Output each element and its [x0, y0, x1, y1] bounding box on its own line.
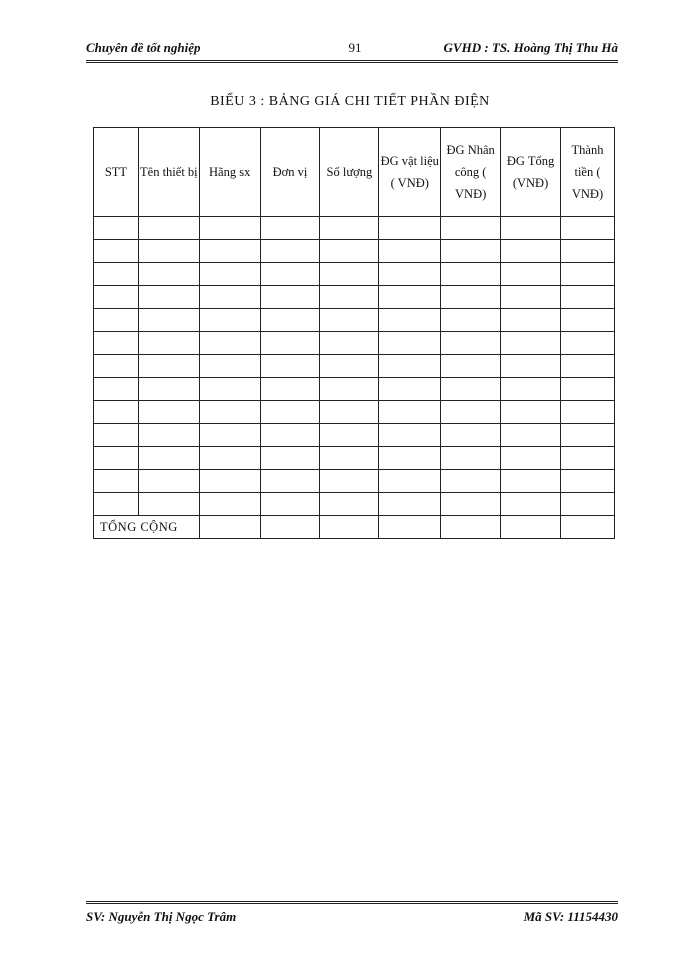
table-cell	[260, 378, 320, 401]
table-cell	[379, 286, 441, 309]
table-cell	[379, 424, 441, 447]
table-cell	[320, 378, 379, 401]
student-id: Mã SV: 11154430	[523, 909, 618, 924]
table-cell	[501, 493, 561, 516]
table-cell	[199, 378, 260, 401]
table-cell	[199, 263, 260, 286]
table-cell	[501, 401, 561, 424]
supervisor-label: GVHD : TS. Hoàng Thị Thu Hà	[443, 40, 618, 55]
table-cell	[501, 424, 561, 447]
table-cell	[94, 355, 139, 378]
table-row	[94, 309, 615, 332]
table-cell	[260, 447, 320, 470]
table-cell	[441, 493, 501, 516]
total-cell	[501, 516, 561, 539]
table-cell	[320, 240, 379, 263]
table-cell	[320, 309, 379, 332]
table-cell	[561, 240, 615, 263]
table-cell	[138, 240, 199, 263]
table-cell	[320, 217, 379, 240]
table-cell	[260, 217, 320, 240]
table-row	[94, 355, 615, 378]
table-cell	[379, 447, 441, 470]
table-cell	[561, 332, 615, 355]
table-cell	[320, 424, 379, 447]
table-cell	[501, 470, 561, 493]
table-cell	[138, 263, 199, 286]
table-cell	[94, 332, 139, 355]
table-cell	[138, 424, 199, 447]
table-cell	[561, 424, 615, 447]
table-cell	[94, 263, 139, 286]
table-cell	[94, 470, 139, 493]
table-cell	[138, 470, 199, 493]
table-cell	[379, 263, 441, 286]
student-name: SV: Nguyễn Thị Ngọc Trâm	[86, 909, 237, 924]
table-cell	[94, 378, 139, 401]
table-cell	[138, 309, 199, 332]
table-cell	[501, 217, 561, 240]
table-cell	[260, 424, 320, 447]
table-cell	[260, 470, 320, 493]
col-header-labor-price: ĐG Nhân công ( VNĐ)	[441, 128, 501, 217]
table-cell	[441, 447, 501, 470]
table-cell	[501, 355, 561, 378]
table-cell	[441, 309, 501, 332]
total-cell	[260, 516, 320, 539]
table-cell	[94, 240, 139, 263]
table-cell	[199, 217, 260, 240]
table-cell	[94, 424, 139, 447]
table-cell	[138, 493, 199, 516]
table-cell	[441, 378, 501, 401]
table-row	[94, 263, 615, 286]
table-cell	[320, 447, 379, 470]
table-cell	[199, 493, 260, 516]
table-cell	[94, 447, 139, 470]
table-cell	[379, 378, 441, 401]
table-cell	[320, 470, 379, 493]
total-cell	[561, 516, 615, 539]
table-cell	[320, 493, 379, 516]
table-row	[94, 424, 615, 447]
table-cell	[199, 355, 260, 378]
table-cell	[138, 401, 199, 424]
total-cell	[199, 516, 260, 539]
table-cell	[199, 424, 260, 447]
table-cell	[501, 309, 561, 332]
thesis-label: Chuyên đề tốt nghiệp	[86, 40, 201, 55]
table-cell	[199, 401, 260, 424]
table-cell	[561, 378, 615, 401]
table-cell	[260, 493, 320, 516]
table-cell	[379, 217, 441, 240]
col-header-device-name: Tên thiết bị	[138, 128, 199, 217]
col-header-amount: Thành tiền ( VNĐ)	[561, 128, 615, 217]
table-row	[94, 217, 615, 240]
table-cell	[561, 493, 615, 516]
table-cell	[260, 263, 320, 286]
table-cell	[320, 263, 379, 286]
table-cell	[441, 470, 501, 493]
page-footer	[86, 901, 618, 925]
total-cell	[320, 516, 379, 539]
table-cell	[199, 309, 260, 332]
table-cell	[138, 217, 199, 240]
table-cell	[441, 424, 501, 447]
table-row	[94, 447, 615, 470]
table-cell	[94, 493, 139, 516]
total-row	[94, 516, 615, 539]
table-cell	[94, 217, 139, 240]
total-cell	[379, 516, 441, 539]
table-cell	[501, 447, 561, 470]
table-cell	[138, 332, 199, 355]
table-cell	[138, 447, 199, 470]
table-row	[94, 401, 615, 424]
table-cell	[138, 286, 199, 309]
table-header-row	[94, 128, 615, 217]
col-header-stt: STT	[94, 128, 139, 217]
table-cell	[94, 286, 139, 309]
table-cell	[320, 332, 379, 355]
table-cell	[138, 378, 199, 401]
table-cell	[199, 240, 260, 263]
col-header-total-price: ĐG Tổng (VNĐ)	[501, 128, 561, 217]
table-cell	[441, 240, 501, 263]
total-label: TỔNG CỘNG	[94, 516, 200, 539]
table-cell	[561, 470, 615, 493]
table-cell	[379, 309, 441, 332]
table-cell	[260, 309, 320, 332]
table-cell	[501, 378, 561, 401]
col-header-manufacturer: Hãng sx	[199, 128, 260, 217]
table-cell	[379, 401, 441, 424]
table-cell	[320, 401, 379, 424]
table-cell	[199, 470, 260, 493]
table-cell	[441, 332, 501, 355]
col-header-quantity: Số lượng	[320, 128, 379, 217]
table-cell	[561, 355, 615, 378]
table-row	[94, 286, 615, 309]
table-cell	[441, 355, 501, 378]
table-cell	[199, 447, 260, 470]
table-row	[94, 470, 615, 493]
table-cell	[501, 240, 561, 263]
table-cell	[379, 355, 441, 378]
table-cell	[199, 286, 260, 309]
table-body	[94, 217, 615, 539]
table-title: BIỂU 3 : BẢNG GIÁ CHI TIẾT PHẦN ĐIỆN	[210, 94, 490, 109]
table-cell	[260, 286, 320, 309]
page-header	[86, 40, 618, 63]
col-header-unit: Đơn vị	[260, 128, 320, 217]
table-cell	[94, 401, 139, 424]
table-cell	[501, 263, 561, 286]
table-cell	[199, 332, 260, 355]
table-cell	[260, 401, 320, 424]
table-cell	[379, 240, 441, 263]
table-row	[94, 493, 615, 516]
table-cell	[379, 493, 441, 516]
table-cell	[379, 470, 441, 493]
table-cell	[138, 355, 199, 378]
table-cell	[441, 401, 501, 424]
table-cell	[441, 217, 501, 240]
table-cell	[260, 332, 320, 355]
table-cell	[379, 332, 441, 355]
table-cell	[561, 401, 615, 424]
price-table	[93, 127, 615, 539]
total-cell	[441, 516, 501, 539]
table-cell	[501, 332, 561, 355]
table-cell	[441, 286, 501, 309]
table-cell	[441, 263, 501, 286]
table-cell	[320, 286, 379, 309]
table-cell	[320, 355, 379, 378]
table-cell	[561, 286, 615, 309]
table-cell	[260, 355, 320, 378]
table-cell	[260, 240, 320, 263]
table-row	[94, 378, 615, 401]
table-cell	[561, 217, 615, 240]
table-cell	[561, 447, 615, 470]
table-cell	[561, 309, 615, 332]
page-number: 91	[348, 40, 362, 55]
table-row	[94, 240, 615, 263]
table-cell	[561, 263, 615, 286]
table-cell	[94, 309, 139, 332]
col-header-material-price: ĐG vật liệu ( VNĐ)	[379, 128, 441, 217]
table-row	[94, 332, 615, 355]
table-cell	[501, 286, 561, 309]
